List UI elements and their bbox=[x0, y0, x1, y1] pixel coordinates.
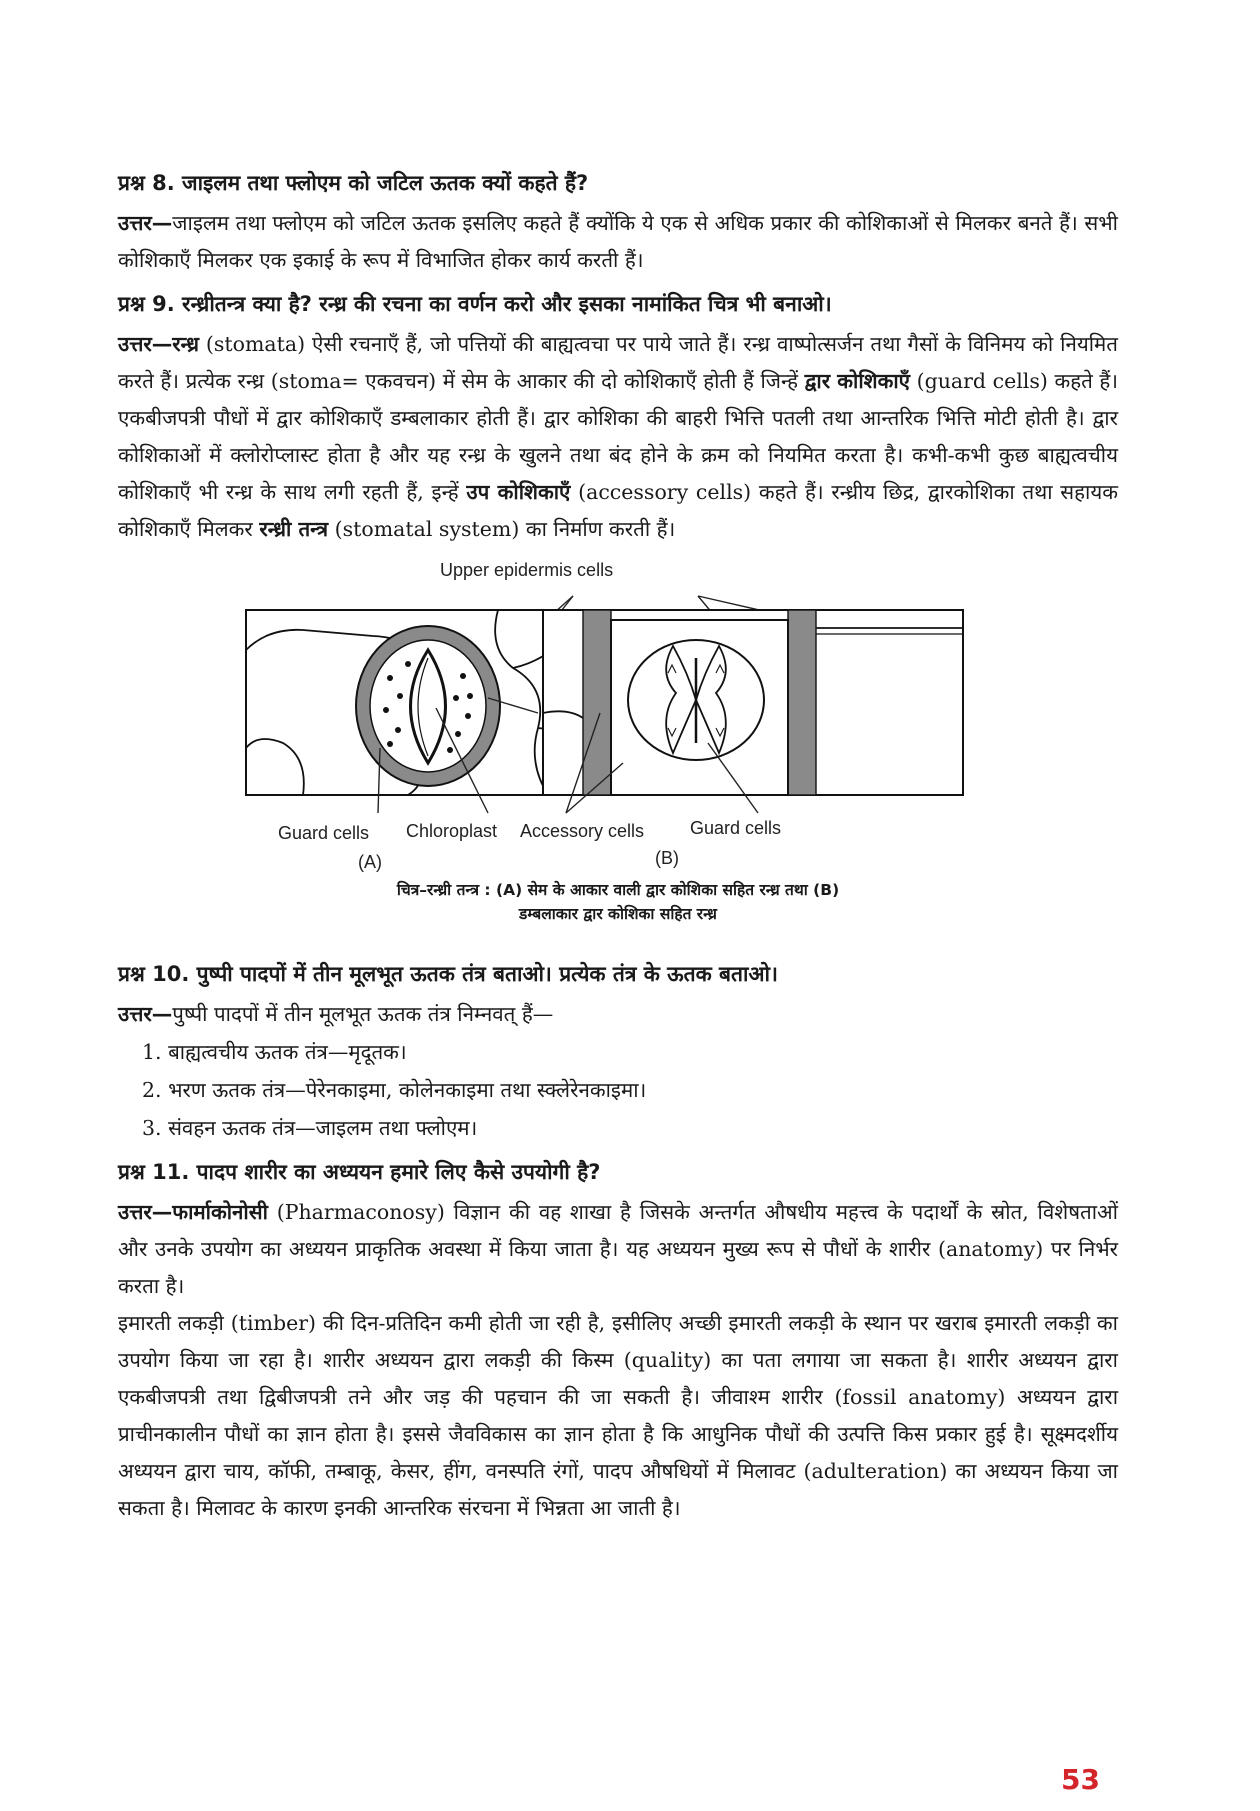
label-guard-cells-b: Guard cells bbox=[690, 818, 782, 838]
answer-10-label: उत्तर— bbox=[118, 1002, 173, 1026]
question-10 bbox=[118, 959, 1118, 1147]
answer-9-part-2: (guard cells) कहते हैं। एकबीजपत्री पौधों में द्वार कोशिकाएँ डम्बलाकार होती हैं। द्वार कोशिका की बाहरी भित्ति पतली तथा आन्तरिक भित्ति मोटी होती है। द्वार कोशिकाओं में क्लोरोप्लास्ट होता है और यह रन्ध्र के खुलने तथा बंद होने के क्रम को नियमित करता है। कभी-कभी कुछ बाह्यत्वचीय कोशिकाएँ भी रन्ध्र के साथ लगी रहती हैं, इन्हें bbox=[118, 369, 1119, 504]
question-8 bbox=[118, 168, 1118, 279]
question-11-label: प्रश्न 11. bbox=[118, 1160, 190, 1184]
question-11-text: पादप शारीर का अध्ययन हमारे लिए कैसे उपयोगी है? bbox=[196, 1160, 601, 1184]
label-upper-epidermis: Upper epidermis cells bbox=[440, 560, 614, 580]
question-8-text: जाइलम तथा फ्लोएम को जटिल ऊतक क्यों कहते हैं? bbox=[182, 171, 589, 195]
label-accessory-cells: Accessory cells bbox=[520, 821, 645, 841]
question-8-heading bbox=[118, 168, 1118, 199]
label-chloroplast: Chloroplast bbox=[406, 821, 498, 841]
list-item: 1. बाह्यत्वचीय ऊतक तंत्र—मृदूतक। bbox=[142, 1040, 407, 1064]
figure-caption-line-2: डम्बलाकार द्वार कोशिका सहित रन्ध्र bbox=[519, 905, 717, 923]
answer-8-label: उत्तर— bbox=[118, 211, 173, 235]
page-number: 53 bbox=[1061, 1763, 1100, 1796]
panel-b bbox=[543, 610, 963, 813]
page-content bbox=[118, 168, 1118, 1537]
label-panel-b: (B) bbox=[655, 848, 679, 868]
answer-9-label: उत्तर—रन्ध्र bbox=[118, 332, 199, 356]
question-10-heading bbox=[118, 959, 1118, 990]
answer-9-part-3: (accessory cells) कहते हैं। रन्ध्रीय छिद्र, द्वारकोशिका तथा सहायक कोशिकाएँ मिलकर bbox=[118, 480, 1118, 541]
figure-caption-line-1: चित्र–रन्ध्री तन्त्र : (A) सेम के आकार वाली द्वार कोशिका सहित रन्ध्र तथा (B) bbox=[396, 881, 840, 899]
answer-11-label: उत्तर—फार्माकोनोसी bbox=[118, 1200, 268, 1224]
answer-10-text: पुष्पी पादपों में तीन मूलभूत ऊतक तंत्र निम्नवत् हैं— bbox=[172, 1002, 554, 1026]
term-accessory-cells: उप कोशिकाएँ bbox=[466, 480, 571, 504]
stomata-figure bbox=[118, 558, 1118, 953]
label-panel-a: (A) bbox=[358, 852, 382, 872]
term-stomatal-system: रन्ध्री तन्त्र bbox=[259, 517, 329, 541]
answer-10 bbox=[118, 996, 1118, 1033]
answer-8-text: जाइलम तथा फ्लोएम को जटिल ऊतक इसलिए कहते हैं क्योंकि ये एक से अधिक प्रकार की कोशिकाओं से मिलकर बनते हैं। सभी कोशिकाएँ मिलकर एक इकाई के रूप में विभाजित होकर कार्य करती हैं। bbox=[118, 211, 1118, 272]
question-10-text: पुष्पी पादपों में तीन मूलभूत ऊतक तंत्र बताओ। प्रत्येक तंत्र के ऊतक बताओ। bbox=[196, 962, 778, 986]
question-10-label: प्रश्न 10. bbox=[118, 962, 190, 986]
question-9 bbox=[118, 289, 1118, 548]
term-guard-cells: द्वार कोशिकाएँ bbox=[804, 369, 910, 393]
question-11-heading bbox=[118, 1157, 1118, 1188]
question-9-label: प्रश्न 9. bbox=[118, 292, 175, 316]
list-item: 3. संवहन ऊतक तंत्र—जाइलम तथा फ्लोएम। bbox=[142, 1116, 478, 1140]
answer-8 bbox=[118, 205, 1118, 279]
answer-9-part-1: (stomata) ऐसी रचनाएँ हैं, जो पत्तियों की बाह्यत्वचा पर पाये जाते हैं। रन्ध्र वाष्पोत्सर्जन तथा गैसों के विनिमय को नियमित करते हैं। प्रत्येक रन्ध्र (stoma= एकवचन) में सेम के आकार की दो कोशिकाएँ होती हैं जिन्हें bbox=[118, 332, 1118, 393]
answer-9 bbox=[118, 326, 1118, 548]
answer-9-part-4: (stomatal system) का निर्माण करती हैं। bbox=[328, 517, 676, 541]
question-9-text: रन्ध्रीतन्त्र क्या है? रन्ध्र की रचना का वर्णन करो और इसका नामांकित चित्र भी बनाओ। bbox=[182, 292, 832, 316]
tissue-systems-list bbox=[118, 1033, 1118, 1147]
label-guard-cells-a: Guard cells bbox=[278, 823, 370, 843]
answer-11-paragraph-1 bbox=[118, 1194, 1118, 1305]
question-9-heading bbox=[118, 289, 1118, 320]
question-11 bbox=[118, 1157, 1118, 1527]
question-8-label: प्रश्न 8. bbox=[118, 171, 175, 195]
answer-11-paragraph-2: इमारती लकड़ी (timber) की दिन-प्रतिदिन कमी होती जा रही है, इसीलिए अच्छी इमारती लकड़ी के स्थान पर खराब इमारती लकड़ी का उपयोग किया जा रहा है। शारीर अध्ययन द्वारा लकड़ी की किस्म (quality) का पता लगाया जा सकता है। शारीर अध्ययन द्वारा एकबीजपत्री तथा द्विबीजपत्री तने और जड़ की पहचान की जा सकती है। जीवाश्म शारीर (fossil anatomy) अध्ययन द्वारा प्राचीनकालीन पौधों का ज्ञान होता है। इससे जैवविकास का ज्ञान होता है कि आधुनिक पौधों की उत्पत्ति किस प्रकार हुई है। सूक्ष्मदर्शीय अध्ययन द्वारा चाय, कॉफी, तम्बाकू, केसर, हींग, वनस्पति रंगों, पादप औषधियों में मिलावट (adulteration) का अध्ययन किया जा सकता है। मिलावट के कारण इनकी आन्तरिक संरचना में भिन्नता आ जाती है। bbox=[118, 1311, 1118, 1520]
list-item: 2. भरण ऊतक तंत्र—पेरेनकाइमा, कोलेनकाइमा तथा स्क्लेरेनकाइमा। bbox=[142, 1078, 647, 1102]
answer-11-text: (Pharmaconosy) विज्ञान की वह शाखा है जिसके अन्तर्गत औषधीय महत्त्व के पदार्थों के स्रोत, विशेषताओं और उनके उपयोग का अध्ययन प्राकृतिक अवस्था में किया जाता है। यह अध्ययन मुख्य रूप से पौधों के शारीर (anatomy) पर निर्भर करता है। bbox=[118, 1200, 1118, 1298]
